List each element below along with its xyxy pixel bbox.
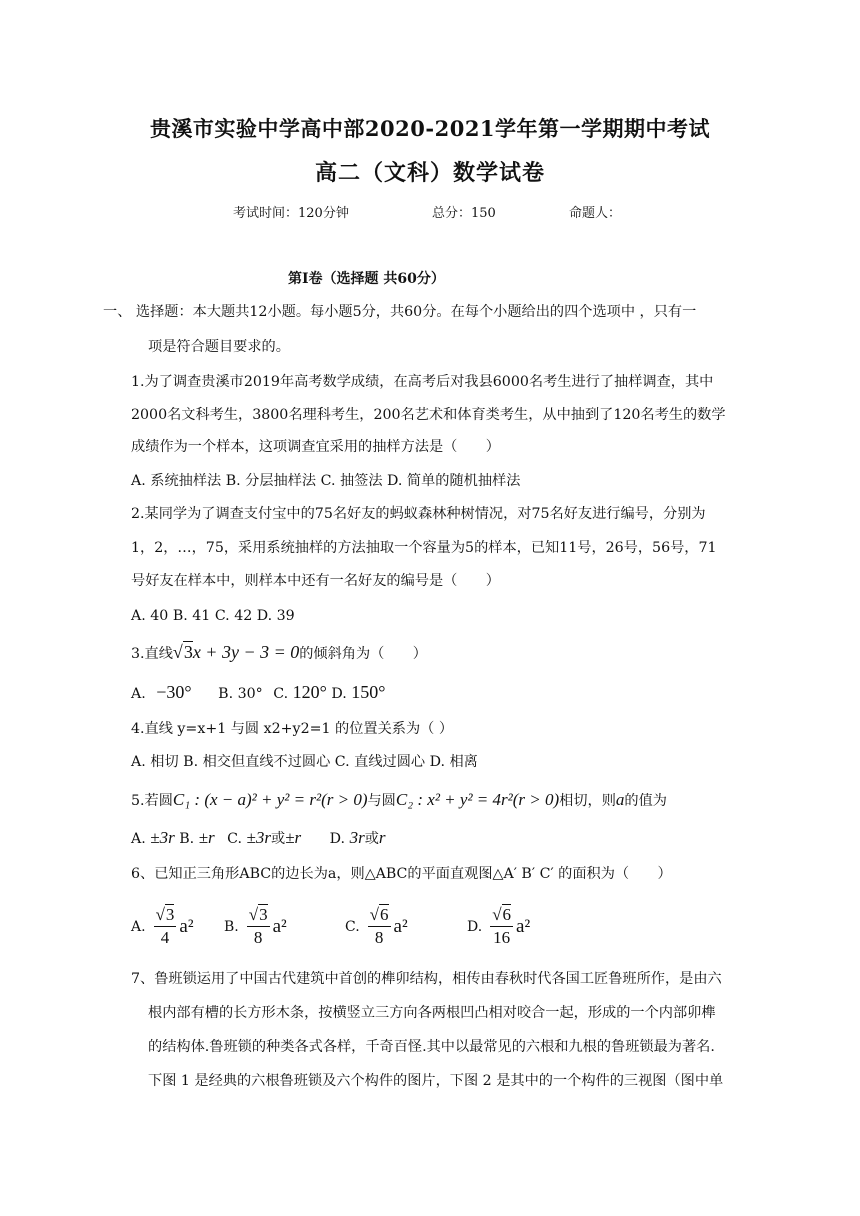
fraction-tail: a² xyxy=(516,915,531,937)
option-c-value-2: ±r xyxy=(285,828,302,847)
question-7-line-4: 下图 1 是经典的六根鲁班锁及六个构件的图片，下图 2 是其中的一个构件的三视图（图中单 xyxy=(148,1073,724,1089)
sqrt-argument: 3 xyxy=(183,642,193,662)
option-c-value-1: ±3r xyxy=(246,828,271,847)
option-c-or: 或 xyxy=(271,831,286,847)
option-a-value: −30° xyxy=(156,682,192,702)
denominator: 8 xyxy=(253,928,263,947)
question-3-prefix: 3.直线 xyxy=(131,646,173,662)
question-2-line-3: 号好友在样本中，则样本中还有一名好友的编号是（ ） xyxy=(131,573,500,589)
question-3-suffix: 的倾斜角为（ ） xyxy=(299,646,427,662)
option-label: B. xyxy=(224,918,239,935)
option-c-label: C. xyxy=(273,686,289,702)
numerator: √3 xyxy=(154,904,177,927)
question-5-suffix-a: 相切，则 xyxy=(559,793,616,809)
fraction-tail: a² xyxy=(179,915,194,937)
numerator: √6 xyxy=(368,904,391,927)
question-1-line-3: 成绩作为一个样本，这项调查宜采用的抽样方法是（ ） xyxy=(131,439,500,455)
option-d-value-2: r xyxy=(378,828,386,847)
author-label: 命题人： xyxy=(569,206,622,221)
exam-time: 考试时间：120分钟 xyxy=(233,206,349,221)
fraction xyxy=(247,904,270,949)
option-d-value-1: 3r xyxy=(349,828,365,847)
fraction-tail: a² xyxy=(272,915,287,937)
question-6-stem: 6、已知正三角形ABC的边长为a，则△ABC的平面直观图△A′ B′ C′ 的面积为（ ） xyxy=(131,866,672,882)
question-5-suffix-b: 的值为 xyxy=(624,793,667,809)
question-3-options xyxy=(131,682,385,704)
question-5-mid: 与圆 xyxy=(367,793,396,809)
line-equation: x + 3y − 3 = 0 xyxy=(192,642,300,662)
option-label: C. xyxy=(345,918,360,935)
q6-option-c xyxy=(345,904,408,949)
question-4-stem: 4.直线 y=x+1 与圆 x2+y2=1 的位置关系为（ ） xyxy=(131,721,454,737)
question-5-prefix: 5.若圆 xyxy=(131,793,173,809)
exam-subtitle: 高二（文科）数学试卷 xyxy=(314,160,545,186)
option-d-label: D. xyxy=(329,831,346,847)
total-score: 总分：150 xyxy=(432,206,496,221)
q6-option-b xyxy=(224,904,287,949)
denominator: 8 xyxy=(374,928,384,947)
question-7-line-2: 根内部有槽的长方形木条，按横竖立三方向各两根凹凸相对咬合一起，形成的一个内部卯榫 xyxy=(148,1005,716,1021)
section-instruction-cont: 项是符合题目要求的。 xyxy=(148,339,290,355)
question-1-line-1: 1.为了调查贵溪市2019年高考数学成绩，在高考后对我县6000名考生进行了抽样调查，其中 xyxy=(131,374,714,390)
circle-2-equation: C₂ : x² + y² = 4r²(r > 0) xyxy=(395,790,560,809)
option-d-label: D. xyxy=(331,686,347,702)
option-d-or: 或 xyxy=(364,831,379,847)
question-1-options: A. 系统抽样法 B. 分层抽样法 C. 抽签法 D. 简单的随机抽样法 xyxy=(131,473,521,489)
option-b-label: B. xyxy=(179,831,195,847)
numerator: √3 xyxy=(247,904,270,927)
question-1-line-2: 2000名文科考生，3800名理科考生，200名艺术和体育类考生，从中抽到了120名考生的数学 xyxy=(131,407,726,423)
option-a-label: A. xyxy=(131,831,146,847)
option-b-value: ±r xyxy=(198,828,215,847)
option-label: A. xyxy=(131,918,146,935)
question-2-options: A. 40 B. 41 C. 42 D. 39 xyxy=(131,608,295,624)
question-3-stem xyxy=(131,642,427,664)
circle-1-equation: C₁ : (x − a)² + y² = r²(r > 0) xyxy=(172,790,368,809)
q6-option-d xyxy=(467,904,530,949)
option-label: D. xyxy=(467,918,483,935)
sqrt-symbol: √ xyxy=(172,642,183,662)
denominator: 16 xyxy=(493,928,511,947)
question-2-line-2: 1，2，…，75，采用系统抽样的方法抽取一个容量为5的样本，已知11号，26号，56号，71 xyxy=(131,540,717,556)
question-7-line-3: 的结构体.鲁班锁的种类各式各样，千奇百怪.其中以最常见的六根和九根的鲁班锁最为著名. xyxy=(148,1039,715,1055)
denominator: 4 xyxy=(160,928,170,947)
variable-a: a xyxy=(615,790,625,809)
option-c-value: 120° xyxy=(292,682,327,702)
option-c-label: C. xyxy=(227,831,243,847)
question-5-options xyxy=(131,828,386,849)
option-b: B. 30° xyxy=(218,686,263,702)
question-7-line-1: 7、鲁班锁运用了中国古代建筑中首创的榫卯结构，相传由春秋时代各国工匠鲁班所作，是由六 xyxy=(131,971,722,987)
question-5-stem xyxy=(131,790,667,811)
question-2-line-1: 2.某同学为了调查支付宝中的75名好友的蚂蚁森林种树情况，对75名好友进行编号，分别为 xyxy=(131,506,706,522)
fraction xyxy=(490,904,513,949)
exam-title: 贵溪市实验中学高中部2020-2021学年第一学期期中考试 xyxy=(149,116,711,141)
option-a-value: ±3r xyxy=(150,828,175,847)
fraction-tail: a² xyxy=(393,915,408,937)
question-4-options: A. 相切 B. 相交但直线不过圆心 C. 直线过圆心 D. 相离 xyxy=(131,754,478,770)
fraction xyxy=(154,904,177,949)
fraction xyxy=(368,904,391,949)
option-a-label: A. xyxy=(131,686,146,702)
q6-option-a xyxy=(131,904,194,949)
section-instruction: 一、 选择题：本大题共12小题。每小题5分，共60分。在每个小题给出的四个选项中 ，只有一 xyxy=(103,304,697,320)
numerator: √6 xyxy=(490,904,513,927)
option-d-value: 150° xyxy=(351,682,386,702)
section-title: 第Ⅰ卷（选择题 共60分） xyxy=(288,271,445,287)
